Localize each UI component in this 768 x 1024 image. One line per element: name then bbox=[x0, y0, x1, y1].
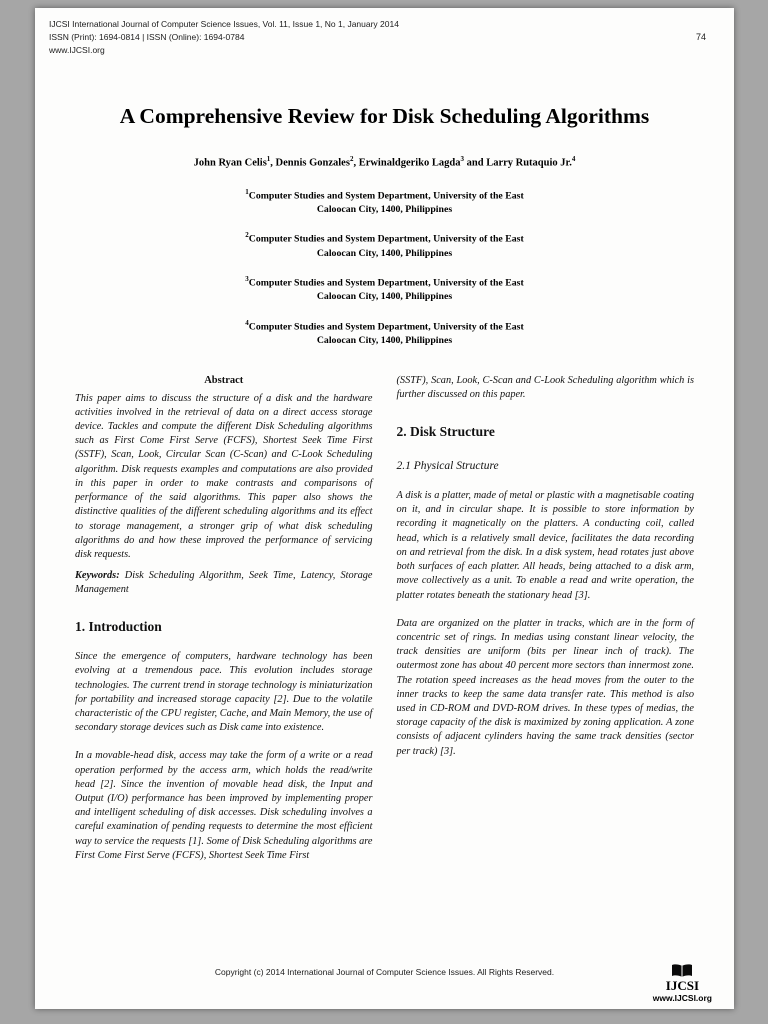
affiliation-dept: Computer Studies and System Department, University of the East bbox=[248, 320, 524, 332]
affiliation-block bbox=[35, 187, 734, 218]
affiliation-sup: 3 bbox=[245, 274, 249, 283]
affiliation-sup: 1 bbox=[245, 187, 249, 196]
author-name: Erwinaldgeriko Lagda bbox=[358, 157, 461, 169]
affiliation-line2: Caloocan City, 1400, Philippines bbox=[316, 291, 453, 303]
author-separator: and bbox=[464, 157, 487, 169]
affiliation-sup: 4 bbox=[245, 318, 249, 327]
affiliation-dept: Computer Studies and System Department, University of the East bbox=[248, 233, 524, 245]
disk-structure-paragraph-2: Data are organized on the platter in tracks, which are in the form of concentric set of rings. In medias using constant linear velocity, the track densities are uniform (bits per linear inch of track). The outermost zone has about 40 percent more sectors than innermost zone. The rotation speed increases as the head moves from the outer to the inner tracks to keep the same data transfer rate. This method is also used in CD-ROM and DVD-ROM drives. In these types of medias, the storage capacity of the disk is maximized by zoning application. A zone consists of adjacent cylinders having the same track densities (sector per track) [3]. bbox=[396, 617, 694, 757]
book-icon bbox=[670, 963, 694, 979]
author-name: Dennis Gonzales bbox=[275, 157, 350, 169]
journal-header-line3: www.IJCSI.org bbox=[49, 45, 105, 56]
author-sup: 3 bbox=[460, 155, 464, 163]
intro-paragraph-2: In a movable-head disk, access may take the form of a write or a read operation performed by the access arm, which holds the read/write head [2]. Since the invention of movable head disk, the Input and Output (I/O) performance has been improved by implementing proper and intelligent scheduling of disk accesses. Disk scheduling involves a careful examination of pending requests to determine the most efficient way to service the requests [1]. Some of Disk Scheduling algorithms are First Come First Serve (FCFS), Shortest Seek Time First bbox=[75, 750, 373, 861]
author-separator: , bbox=[270, 157, 276, 169]
author-sup: 4 bbox=[571, 155, 576, 163]
paper-title: A Comprehensive Review for Disk Scheduling Algorithms bbox=[119, 104, 650, 128]
subsection-heading-physical-structure: 2.1 Physical Structure bbox=[396, 460, 499, 473]
disk-structure-paragraph-1: A disk is a platter, made of metal or plastic with a magnetisable coating on it, and in circular shape. It is possible to store information by recording it magnetically on the platters. A conducting coil, called head, which is a relatively small device, facilitates the data recording on and retrieval from the disk. In a disk system, head rotates just above both surfaces of each platter. All heads, being attached to a disk arm, move collectively as a unit. To enable a read and write operation, the platter rotates beneath the stationary head [3]. bbox=[396, 490, 694, 601]
paper-page bbox=[35, 8, 734, 1009]
intro-paragraph-1: Since the emergence of computers, hardware technology has been evolving at a tremendous pace. This evolution includes storage technologies. The current trend in storage technology is miniaturization for portability and increased storage capacity [2]. Due to the volatile characteristic of the CPU register, Cache, and Main Memory, the use of secondary storage devices such as Disk came into existence. bbox=[75, 651, 373, 734]
left-column bbox=[75, 374, 373, 876]
abstract-heading: Abstract bbox=[204, 375, 244, 387]
affiliation-sup: 2 bbox=[245, 231, 249, 240]
affiliation-line1 bbox=[35, 230, 734, 246]
affiliation-dept: Computer Studies and System Department, University of the East bbox=[248, 277, 524, 289]
affiliation-line1 bbox=[35, 187, 734, 203]
right-column bbox=[397, 374, 695, 876]
keywords-label: Keywords: bbox=[75, 570, 120, 582]
affiliation-line2: Caloocan City, 1400, Philippines bbox=[316, 334, 453, 346]
affiliation-block bbox=[35, 318, 734, 349]
section-heading-introduction: 1. Introduction bbox=[75, 618, 162, 634]
journal-header-line1: IJCSI International Journal of Computer Science Issues, Vol. 11, Issue 1, No 1, January 2014 bbox=[49, 19, 399, 29]
keywords-line bbox=[75, 569, 373, 597]
author-separator: , bbox=[353, 157, 359, 169]
copyright-line: Copyright (c) 2014 International Journal of Computer Science Issues. All Rights Reserved. bbox=[214, 967, 555, 977]
author-sup: 1 bbox=[266, 155, 271, 163]
affiliation-block bbox=[35, 274, 734, 305]
journal-header-line2: ISSN (Print): 1694-0814 | ISSN (Online): 1694-0784 bbox=[49, 32, 245, 43]
page-number: 74 bbox=[695, 32, 706, 42]
logo-name: IJCSI bbox=[665, 978, 700, 994]
affiliation-block bbox=[35, 230, 734, 261]
affiliation-line2: Caloocan City, 1400, Philippines bbox=[316, 247, 453, 259]
affiliation-line2: Caloocan City, 1400, Philippines bbox=[316, 203, 453, 215]
author-name: Larry Rutaquio Jr. bbox=[486, 157, 572, 169]
affiliation-line1 bbox=[35, 318, 734, 334]
two-column-body bbox=[35, 374, 734, 876]
journal-header bbox=[49, 18, 720, 58]
ijcsi-logo bbox=[653, 963, 712, 1003]
author-line bbox=[35, 155, 734, 169]
keywords-text: Disk Scheduling Algorithm, Seek Time, Latency, Storage Management bbox=[75, 570, 373, 596]
logo-url: www.IJCSI.org bbox=[652, 992, 712, 1003]
author-sup: 2 bbox=[349, 155, 354, 163]
affiliation-list bbox=[35, 187, 734, 349]
affiliation-dept: Computer Studies and System Department, University of the East bbox=[248, 189, 524, 201]
intro-continuation: (SSTF), Scan, Look, C-Scan and C-Look Scheduling algorithm which is further discussed on this paper. bbox=[396, 375, 694, 401]
abstract-text: This paper aims to discuss the structure of a disk and the hardware activities involved in the retrieval of data on a direct access storage device. Tackles and compute the different Disk Scheduling algorithms such as First Come First Serve (FCFS), Shortest Seek Time First (SSTF), Scan, Look, Circular Scan (C-Scan) and C-Look Scheduling algorithm. Disk requests examples and computations are also provided in this paper in order to make contrasts and comparisons of performance of the said algorithms. This paper also shows the distinctive qualities of the different scheduling algorithms and its effect to storage management, a stronger grip of what disk scheduling algorithms do and how these improved the performance of servicing disk requests. bbox=[75, 392, 373, 560]
section-heading-disk-structure: 2. Disk Structure bbox=[396, 423, 495, 439]
affiliation-line1 bbox=[35, 274, 734, 290]
author-name: John Ryan Celis bbox=[193, 157, 267, 169]
